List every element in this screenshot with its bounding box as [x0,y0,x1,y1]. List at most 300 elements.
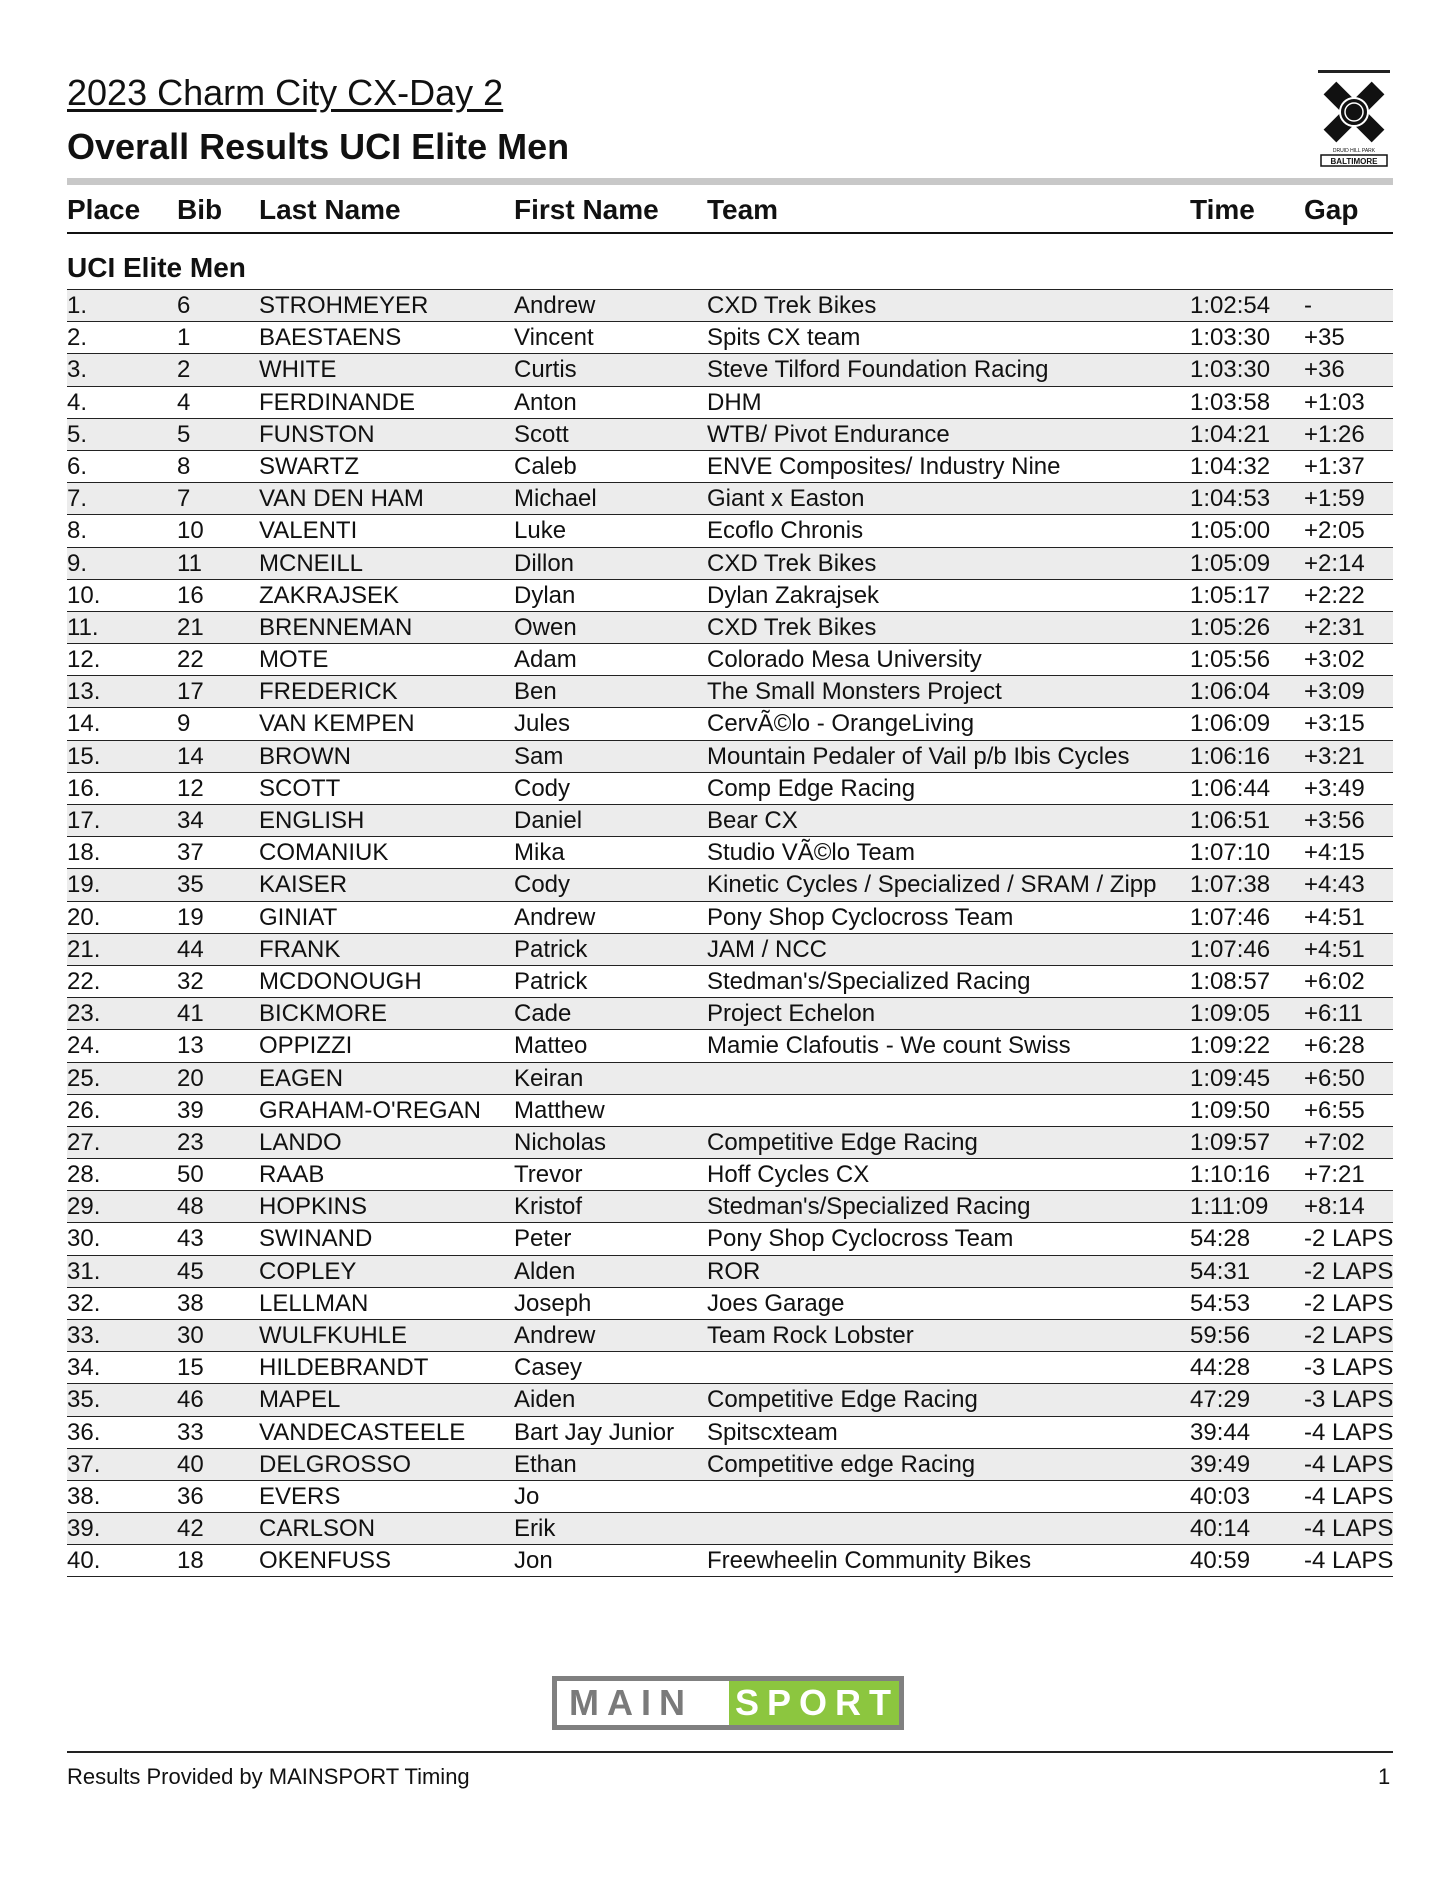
cell-team: Competitive Edge Racing [707,1386,978,1414]
cell-bib: 41 [177,1000,204,1028]
cell-bib: 20 [177,1064,204,1092]
cell-bib: 14 [177,742,204,770]
cell-time: 1:11:09 [1190,1193,1269,1221]
cell-last-name: LELLMAN [259,1289,369,1317]
cell-first-name: Jules [514,710,571,738]
cell-time: 1:10:16 [1190,1161,1271,1189]
cell-gap: +3:56 [1304,807,1365,834]
cell-team: Bear CX [707,807,798,834]
cell-gap: +3:21 [1304,742,1365,770]
cell-last-name: HILDEBRANDT [259,1354,429,1382]
document-title: 2023 Charm City CX-Day 2 [67,72,504,113]
cell-place: 32. [67,1289,101,1317]
cell-team: Ecoflo Chronis [707,517,864,545]
cell-place: 23. [67,1000,101,1028]
cell-last-name: SWARTZ [259,452,359,480]
cell-last-name: SWINAND [259,1225,373,1253]
table-row [67,450,1393,482]
table-row [67,1158,1393,1190]
cell-place: 8. [67,517,88,545]
cell-first-name: Ben [514,678,557,706]
cell-gap: +3:15 [1304,710,1365,738]
cell-first-name: Patrick [514,967,588,995]
cell-time: 1:07:10 [1190,839,1271,867]
cell-team: Giant x Easton [707,485,865,513]
table-row [67,1062,1393,1094]
cell-bib: 21 [177,613,204,641]
cell-place: 31. [67,1257,101,1285]
cell-last-name: COPLEY [259,1257,357,1285]
cell-bib: 1 [177,324,191,352]
footer-divider [67,1751,1393,1753]
cell-bib: 39 [177,1096,204,1124]
cell-first-name: Adam [514,646,577,674]
cell-gap: -3 LAPS [1304,1354,1394,1382]
table-row [67,740,1393,772]
cell-last-name: KAISER [259,871,348,899]
cell-time: 54:53 [1190,1289,1251,1317]
cell-gap: -4 LAPS [1304,1450,1394,1478]
cell-first-name: Jon [514,1547,553,1575]
cell-first-name: Cade [514,1000,572,1028]
cell-last-name: DELGROSSO [259,1450,412,1478]
cell-place: 25. [67,1064,101,1092]
cell-place: 27. [67,1128,101,1156]
table-row [67,321,1393,353]
cell-first-name: Peter [514,1225,572,1253]
cell-first-name: Ethan [514,1450,577,1478]
cell-team: Studio VÃ©lo Team [707,839,916,867]
cell-last-name: COMANIUK [259,839,389,867]
cell-time: 40:59 [1190,1547,1251,1575]
cell-time: 54:28 [1190,1225,1251,1253]
cell-team: Pony Shop Cyclocross Team [707,1225,1014,1253]
cell-last-name: OKENFUSS [259,1547,392,1575]
cell-time: 1:05:26 [1190,613,1271,641]
table-row [67,1544,1393,1576]
cell-last-name: RAAB [259,1161,325,1189]
table-row [67,868,1393,900]
cell-first-name: Bart Jay Junior [514,1418,675,1446]
cell-bib: 32 [177,967,204,995]
cell-time: 44:28 [1190,1354,1251,1382]
table-row [67,997,1393,1029]
cell-gap: - [1304,292,1312,319]
cell-gap: -4 LAPS [1304,1418,1394,1446]
cell-last-name: STROHMEYER [259,292,429,319]
cell-first-name: Sam [514,742,564,770]
cell-gap: +7:02 [1304,1128,1365,1156]
cell-gap: +2:05 [1304,517,1365,545]
cell-time: 1:05:00 [1190,517,1271,545]
table-row [67,482,1393,514]
cell-team: The Small Monsters Project [707,678,1002,706]
cell-team: Kinetic Cycles / Specialized / SRAM / Zipp [707,871,1157,899]
cell-first-name: Cody [514,871,571,899]
cell-time: 1:06:16 [1190,742,1271,770]
table-row [67,289,1393,321]
cell-first-name: Trevor [514,1161,583,1189]
cell-first-name: Erik [514,1515,556,1543]
logo-baltimore-text: BALTIMORE [1330,157,1378,166]
cell-team: CXD Trek Bikes [707,613,877,641]
cell-gap: +2:31 [1304,613,1365,641]
table-row [67,1416,1393,1448]
table-row [67,1126,1393,1158]
cell-team: Mountain Pedaler of Vail p/b Ibis Cycles [707,742,1130,770]
cell-last-name: MCDONOUGH [259,967,422,995]
cell-place: 35. [67,1386,101,1414]
cell-last-name: WULFKUHLE [259,1322,408,1349]
cell-team: Steve Tilford Foundation Racing [707,356,1049,384]
cell-team: Dylan Zakrajsek [707,581,880,609]
cell-team: Stedman's/Specialized Racing [707,967,1031,995]
table-row [67,1319,1393,1351]
cell-bib: 40 [177,1450,204,1478]
cell-time: 1:08:57 [1190,967,1271,995]
cell-bib: 15 [177,1354,204,1382]
cell-place: 26. [67,1096,101,1124]
table-row [67,1351,1393,1383]
column-header-last-name: Last Name [259,194,401,225]
cell-first-name: Caleb [514,452,577,480]
cell-first-name: Kristof [514,1193,583,1221]
header-divider [67,178,1393,185]
cell-gap: +4:51 [1304,935,1365,963]
mainsport-logo-main: MAIN [557,1681,729,1725]
cell-first-name: Mika [514,839,565,867]
cell-last-name: BRENNEMAN [259,613,413,641]
cell-team: ENVE Composites/ Industry Nine [707,452,1061,480]
column-header-first-name: First Name [514,194,659,225]
cell-team: Comp Edge Racing [707,774,916,802]
cell-time: 1:05:17 [1190,581,1271,609]
column-header-team: Team [707,194,779,225]
cell-first-name: Joseph [514,1289,592,1317]
column-header-bib: Bib [177,194,223,225]
cell-last-name: EVERS [259,1482,341,1510]
cell-place: 10. [67,581,101,609]
cell-first-name: Andrew [514,903,596,931]
cell-first-name: Keiran [514,1064,584,1092]
cell-gap: +36 [1304,356,1345,384]
cell-last-name: WHITE [259,356,337,384]
cell-place: 21. [67,935,101,963]
table-row [67,1029,1393,1061]
cell-team: Mamie Clafoutis - We count Swiss [707,1032,1071,1060]
cell-bib: 6 [177,292,191,319]
column-header-place: Place [67,194,141,225]
cell-place: 24. [67,1032,101,1060]
cell-bib: 17 [177,678,204,706]
table-row [67,514,1393,546]
mainsport-logo [552,1676,904,1730]
cell-bib: 18 [177,1547,204,1575]
cell-gap: +6:11 [1304,1000,1363,1028]
cell-team: Competitive Edge Racing [707,1128,978,1156]
table-row [67,1094,1393,1126]
cell-first-name: Cody [514,774,571,802]
cell-bib: 35 [177,871,204,899]
cell-bib: 22 [177,646,204,674]
table-row [67,804,1393,836]
cell-bib: 11 [177,549,202,577]
cell-bib: 7 [177,485,191,513]
cell-gap: +1:26 [1304,420,1365,448]
table-row [67,707,1393,739]
cell-gap: +4:51 [1304,903,1365,931]
cell-team: CervÃ©lo - OrangeLiving [707,710,975,738]
table-row [67,1383,1393,1415]
section-heading: UCI Elite Men [67,252,246,283]
cell-place: 40. [67,1547,101,1575]
cell-last-name: HOPKINS [259,1193,368,1221]
cell-first-name: Andrew [514,1322,596,1349]
cell-team: Team Rock Lobster [707,1322,914,1349]
cell-gap: +1:37 [1304,452,1365,480]
cell-first-name: Anton [514,388,577,416]
cell-gap: +4:15 [1304,839,1365,867]
table-row [67,579,1393,611]
cell-time: 1:05:56 [1190,646,1271,674]
cell-gap: +4:43 [1304,871,1365,899]
cell-team: WTB/ Pivot Endurance [707,420,950,448]
table-row [67,386,1393,418]
cell-bib: 23 [177,1128,204,1156]
column-header-row [67,192,1393,234]
cell-bib: 4 [177,388,191,416]
cell-first-name: Aiden [514,1386,576,1414]
table-row [67,418,1393,450]
cell-last-name: OPPIZZI [259,1032,353,1060]
cell-gap: -2 LAPS [1304,1225,1394,1253]
cell-first-name: Dylan [514,581,576,609]
cell-time: 47:29 [1190,1386,1251,1414]
cell-bib: 10 [177,517,204,545]
cell-last-name: FREDERICK [259,678,398,706]
cell-team: Hoff Cycles CX [707,1161,870,1189]
cell-first-name: Vincent [514,324,594,352]
table-row [67,1190,1393,1222]
table-row [67,611,1393,643]
cell-first-name: Scott [514,420,569,448]
cell-time: 1:09:50 [1190,1096,1271,1124]
cell-gap: -3 LAPS [1304,1386,1394,1414]
cell-place: 19. [67,871,101,899]
cell-place: 12. [67,646,101,674]
cell-place: 36. [67,1418,101,1446]
logo-small-text: DRUID HILL PARK [1332,148,1376,154]
cell-bib: 43 [177,1225,204,1253]
document-subtitle: Overall Results UCI Elite Men [67,126,570,167]
cell-team: CXD Trek Bikes [707,292,877,319]
cell-time: 1:07:46 [1190,935,1271,963]
table-row [67,901,1393,933]
cell-gap: +3:09 [1304,678,1365,706]
cell-first-name: Dillon [514,549,575,577]
cell-first-name: Jo [514,1482,540,1510]
cell-bib: 45 [177,1257,204,1285]
cell-place: 14. [67,710,101,738]
results-table [67,289,1393,1577]
cell-bib: 36 [177,1482,204,1510]
cell-time: 1:06:44 [1190,774,1271,802]
cell-place: 16. [67,774,101,802]
cell-team: CXD Trek Bikes [707,549,877,577]
cell-gap: -2 LAPS [1304,1257,1394,1285]
cell-bib: 8 [177,452,191,480]
table-row [67,1448,1393,1480]
cell-bib: 19 [177,903,204,931]
cell-team: Competitive edge Racing [707,1450,976,1478]
cell-team: DHM [707,388,762,416]
cell-place: 34. [67,1354,101,1382]
cell-last-name: VAN KEMPEN [259,710,415,738]
cell-bib: 37 [177,839,204,867]
cell-bib: 50 [177,1161,204,1189]
cell-gap: +35 [1304,324,1345,352]
cell-last-name: LANDO [259,1128,342,1156]
cell-time: 1:04:32 [1190,452,1271,480]
cell-last-name: MCNEILL [259,549,364,577]
cell-time: 1:03:58 [1190,388,1271,416]
cell-place: 4. [67,388,88,416]
page-number: 1 [1378,1764,1391,1789]
table-row [67,1512,1393,1544]
cell-place: 33. [67,1322,101,1349]
cell-gap: -4 LAPS [1304,1547,1394,1575]
cell-place: 18. [67,839,101,867]
cell-place: 3. [67,356,88,384]
cell-last-name: MAPEL [259,1386,341,1414]
table-row [67,353,1393,385]
cell-last-name: MOTE [259,646,329,674]
cell-last-name: SCOTT [259,774,341,802]
cell-bib: 44 [177,935,204,963]
footer-credit: Results Provided by MAINSPORT Timing [67,1764,470,1789]
cell-gap: -4 LAPS [1304,1482,1394,1510]
cell-first-name: Patrick [514,935,588,963]
cell-time: 40:14 [1190,1515,1251,1543]
cell-gap: +2:22 [1304,581,1365,609]
cell-last-name: EAGEN [259,1064,344,1092]
cell-place: 15. [67,742,101,770]
cell-bib: 30 [177,1322,204,1349]
cell-place: 39. [67,1515,101,1543]
cell-time: 1:05:09 [1190,549,1271,577]
cell-bib: 9 [177,710,191,738]
table-row [67,675,1393,707]
cell-team: Pony Shop Cyclocross Team [707,903,1014,931]
table-row [67,933,1393,965]
cell-place: 37. [67,1450,101,1478]
cell-last-name: BICKMORE [259,1000,388,1028]
table-row [67,1255,1393,1287]
cell-first-name: Luke [514,517,567,545]
cell-first-name: Owen [514,613,577,641]
cell-last-name: FRANK [259,935,341,963]
cell-place: 7. [67,485,88,513]
cell-last-name: VAN DEN HAM [259,485,424,513]
cell-last-name: VANDECASTEELE [259,1418,466,1446]
table-row [67,547,1393,579]
cell-team: JAM / NCC [707,935,827,963]
cell-time: 1:09:05 [1190,1000,1271,1028]
cell-last-name: VALENTI [259,517,358,545]
cell-first-name: Michael [514,485,597,513]
cell-team: Freewheelin Community Bikes [707,1547,1032,1575]
cell-last-name: BAESTAENS [259,324,402,352]
cell-place: 30. [67,1225,101,1253]
cell-gap: +1:59 [1304,485,1365,513]
cell-team: Stedman's/Specialized Racing [707,1193,1031,1221]
cell-time: 1:03:30 [1190,356,1271,384]
cell-gap: -2 LAPS [1304,1289,1394,1317]
cell-place: 1. [67,292,88,319]
cell-place: 13. [67,678,101,706]
cell-last-name: BROWN [259,742,351,770]
cell-place: 11. [67,613,99,641]
cell-first-name: Alden [514,1257,576,1285]
table-row [67,1287,1393,1319]
cell-time: 1:07:46 [1190,903,1271,931]
cell-gap: +6:50 [1304,1064,1365,1092]
cell-team: Spits CX team [707,324,861,352]
table-row [67,643,1393,675]
cell-time: 39:44 [1190,1418,1251,1446]
cell-first-name: Andrew [514,292,596,319]
cell-time: 39:49 [1190,1450,1251,1478]
cell-bib: 5 [177,420,191,448]
cell-first-name: Nicholas [514,1128,607,1156]
cell-first-name: Matteo [514,1032,588,1060]
cell-gap: +3:02 [1304,646,1365,674]
cell-place: 5. [67,420,88,448]
cell-place: 20. [67,903,101,931]
cell-time: 40:03 [1190,1482,1251,1510]
cell-place: 6. [67,452,88,480]
cell-bib: 12 [177,774,204,802]
column-header-gap: Gap [1304,194,1359,225]
cell-time: 1:09:22 [1190,1032,1271,1060]
cell-time: 59:56 [1190,1322,1251,1349]
cell-time: 1:02:54 [1190,292,1271,319]
cell-bib: 38 [177,1289,204,1317]
charm-city-cx-logo [1318,70,1390,170]
cell-last-name: GRAHAM-O'REGAN [259,1096,481,1124]
cell-gap: -4 LAPS [1304,1515,1394,1543]
cell-gap: -2 LAPS [1304,1322,1394,1349]
cell-time: 1:06:51 [1190,807,1271,834]
cell-time: 1:09:45 [1190,1064,1271,1092]
cell-time: 1:06:09 [1190,710,1271,738]
cell-gap: +6:28 [1304,1032,1365,1060]
table-row [67,1222,1393,1254]
table-row [67,836,1393,868]
cell-place: 9. [67,549,88,577]
cell-last-name: FUNSTON [259,420,375,448]
cell-bib: 13 [177,1032,204,1060]
cell-gap: +7:21 [1304,1161,1365,1189]
cell-last-name: ZAKRAJSEK [259,581,400,609]
cell-bib: 33 [177,1418,204,1446]
cell-gap: +2:14 [1304,549,1365,577]
column-header-time: Time [1190,194,1255,225]
cell-first-name: Curtis [514,356,577,384]
cell-place: 2. [67,324,88,352]
cell-first-name: Matthew [514,1096,605,1124]
cell-last-name: FERDINANDE [259,388,416,416]
